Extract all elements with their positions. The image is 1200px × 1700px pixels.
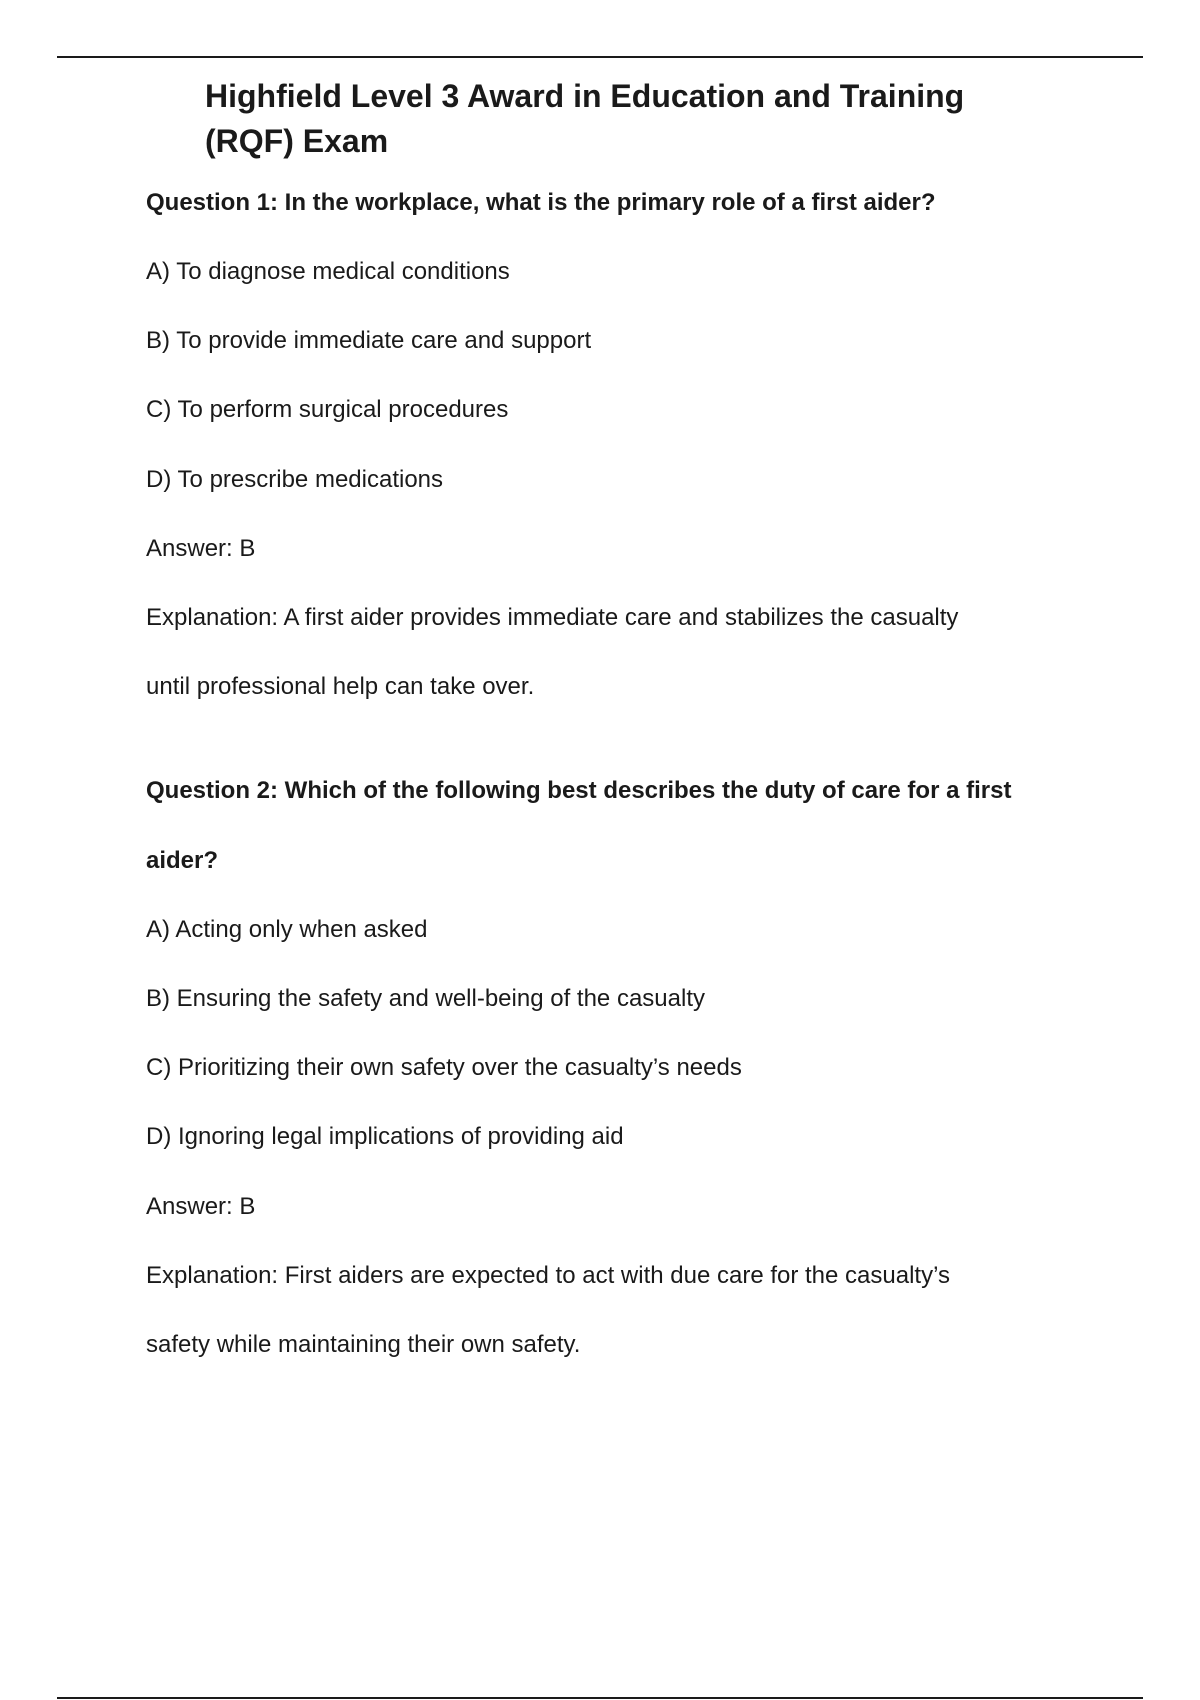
- question-2-option-c: C) Prioritizing their own safety over the casualty’s needs: [146, 1054, 742, 1081]
- document-title: [205, 74, 1025, 164]
- question-1-option-b: B) To provide immediate care and support: [146, 327, 592, 354]
- question-2-text-line-2: aider?: [146, 847, 219, 874]
- question-2-option-a: A) Acting only when asked: [146, 916, 428, 943]
- question-2-explanation-line-2: safety while maintaining their own safety.: [146, 1331, 581, 1358]
- question-1-explanation-line-2: until professional help can take over.: [146, 673, 535, 700]
- top-rule: [57, 56, 1143, 58]
- title-line-1: Highfield Level 3 Award in Education and Training: [205, 78, 965, 114]
- question-2-answer: Answer: B: [146, 1193, 256, 1220]
- question-2-option-b: B) Ensuring the safety and well-being of the casualty: [146, 985, 705, 1012]
- question-1-option-c: C) To perform surgical procedures: [146, 396, 509, 423]
- question-1-option-d: D) To prescribe medications: [146, 466, 444, 493]
- question-2-text-line-1: Question 2: Which of the following best describes the duty of care for a first: [146, 777, 1012, 804]
- question-1-option-a: A) To diagnose medical conditions: [146, 258, 510, 285]
- question-1-explanation-line-1: Explanation: A first aider provides immediate care and stabilizes the casualty: [146, 604, 959, 631]
- question-1-answer: Answer: B: [146, 535, 256, 562]
- question-1-text: Question 1: In the workplace, what is the primary role of a first aider?: [146, 189, 936, 216]
- question-2-explanation-line-1: Explanation: First aiders are expected to act with due care for the casualty’s: [146, 1262, 950, 1289]
- title-line-2: (RQF) Exam: [205, 123, 389, 159]
- question-2-option-d: D) Ignoring legal implications of providing aid: [146, 1123, 624, 1150]
- bottom-rule: [57, 1697, 1143, 1699]
